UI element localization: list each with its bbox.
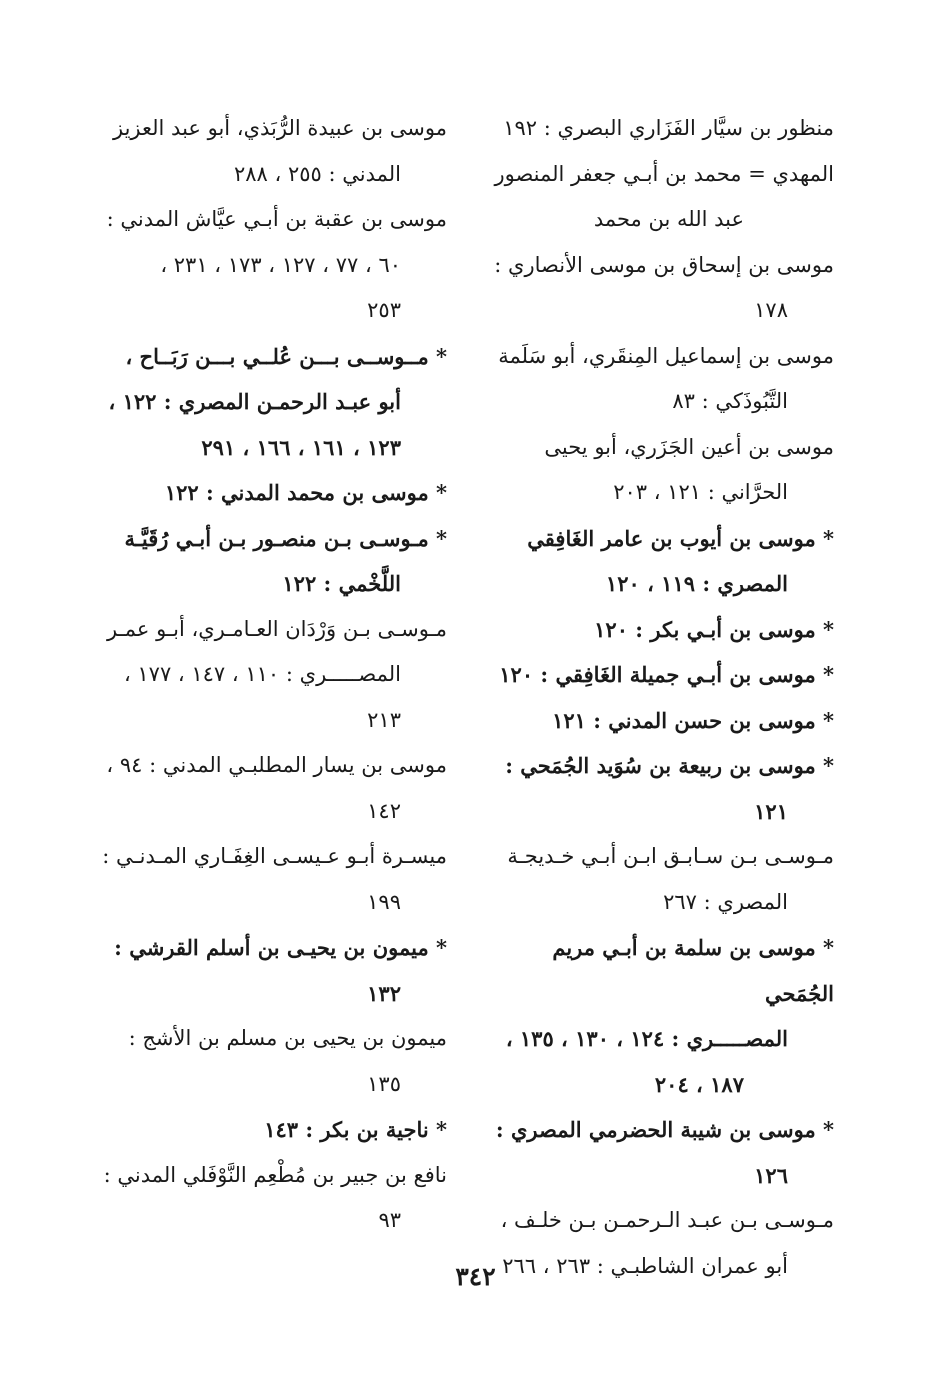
entry-continuation-2: ٢١٣	[367, 707, 401, 732]
entry-line: منظور بن سيَّار الفَزَاري البصري : ١٩٢	[503, 116, 834, 140]
entry-line: * موسى بن سلمة بن أبـي مريم الجُمَحي	[552, 935, 834, 1006]
index-entry	[489, 698, 834, 744]
entry-line: موسى بن عقبة بن أبـي عيَّاش المدني :	[106, 207, 447, 231]
index-entry	[489, 743, 834, 834]
index-entry	[489, 607, 834, 653]
entry-continuation-2: ١٢٣ ، ١٦١ ، ١٦٦ ، ٢٩١	[201, 434, 401, 460]
entry-line: * ناجية بن بكر : ١٤٣	[264, 1117, 447, 1142]
entry-continuation: المصري : ٢٦٧	[663, 889, 788, 914]
entry-continuation-2: ١٨٧ ، ٢٠٤	[654, 1071, 744, 1097]
entry-line: * موسى بن حسن المدني : ١٢١	[552, 707, 834, 733]
index-entry	[489, 334, 834, 425]
entry-continuation: المدني : ٢٥٥ ، ٢٨٨	[234, 161, 401, 186]
entry-continuation-2: ٢٥٣	[367, 298, 401, 322]
entry-line: * مـوسـى بـن منصـور بـن أبـي رُقَيَّـة	[124, 525, 447, 551]
page-number: ٣٤٢	[455, 1262, 496, 1291]
entry-continuation: اللَّخْمي : ١٢٢	[282, 571, 401, 596]
entry-continuation: ١٣٢	[367, 980, 401, 1006]
entry-line: ميسـرة أبـو عـيسـى الغِفَـاري المـدنـي :	[102, 844, 447, 868]
entry-line: * موسى بن شيبة الحضرمي المصري :	[495, 1117, 834, 1142]
index-entry	[102, 1153, 447, 1244]
entry-line: موسى بن إسماعيل المِنقَري، أبو سَلَمة	[498, 343, 834, 368]
entry-line: * مــوســى بـــن عُلــي بـــن رَبَــاح ،	[125, 343, 447, 369]
entry-continuation: التَّبُوذَكي : ٨٣	[672, 389, 788, 413]
entry-continuation: ١٢٦	[754, 1162, 788, 1188]
index-entry	[489, 425, 834, 516]
right-column	[489, 106, 834, 1289]
entry-continuation: ١٧٨	[754, 298, 788, 322]
index-entry	[102, 743, 447, 834]
entry-continuation: المصـــــري : ١١٠ ، ١٤٧ ، ١٧٧ ،	[123, 662, 401, 686]
entry-line: * ميمون بن يحيـى بن أسلم القرشي :	[114, 935, 447, 960]
entry-line: مـوسـى بـن عبـد الـرحمـن بـن خلـف ،	[500, 1208, 834, 1232]
index-entry	[102, 334, 447, 471]
entry-continuation: الحرَّاني : ١٢١ ، ٢٠٣	[613, 480, 788, 504]
entry-line: موسى بن يسار المطلبـي المدني : ٩٤ ،	[106, 753, 447, 777]
entry-line: موسى بن أعين الجَزَري، أبو يحيى	[544, 434, 834, 459]
entry-line: * موسى بن أيوب بن عامر الغَافِقي	[527, 525, 834, 551]
entry-line: ميمون بن يحيى بن مسلم بن الأشج :	[128, 1026, 447, 1050]
entry-line: * موسى بن أبـي بكر : ١٢٠	[594, 616, 834, 642]
entry-continuation: ٩٣	[378, 1208, 401, 1232]
index-entry	[489, 925, 834, 1107]
index-entry	[102, 516, 447, 607]
index-entry	[102, 106, 447, 197]
index-entry	[489, 106, 834, 152]
entry-line: * موسى بن ربيعة بن سُوَيد الجُمَحي :	[505, 753, 834, 778]
index-entry	[489, 243, 834, 334]
entry-continuation: ١٤٢	[367, 798, 401, 823]
entry-continuation: ٦٠ ، ٧٧ ، ١٢٧ ، ١٧٣ ، ٢٣١ ،	[160, 252, 401, 277]
index-entry	[489, 516, 834, 607]
left-column	[102, 106, 447, 1244]
index-entry	[102, 607, 447, 744]
entry-line: المهدي = محمد بن أبـي جعفر المنصور	[494, 161, 834, 186]
entry-continuation: أبو عبـد الرحمـن المصري : ١٢٢ ،	[108, 389, 401, 414]
entry-line: * موسى بن محمد المدني : ١٢٢	[164, 480, 447, 505]
index-entry	[102, 470, 447, 516]
entry-continuation: ١٩٩	[367, 889, 401, 914]
index-entry	[489, 152, 834, 243]
entry-line: مـوسـى بـن سـابـق ابـن أبـي خـديجـة	[507, 844, 834, 868]
entry-line: * موسى بن أبـي جميلة الغَافِقي : ١٢٠	[499, 662, 834, 687]
index-entry	[102, 834, 447, 925]
entry-line: موسى بن عبيدة الرُّبَذي، أبو عبد العزيز	[112, 116, 447, 140]
entry-continuation: عبد الله بن محمد	[593, 207, 744, 231]
entry-line: نافع بن جبير بن مُطْعِم النَّوْفَلي المدني :	[103, 1162, 447, 1187]
entry-line: موسى بن إسحاق بن موسى الأنصاري :	[494, 252, 834, 277]
index-entry	[489, 834, 834, 925]
index-entry	[102, 197, 447, 334]
entry-line: مـوسـى بـن وَرْدَان العـامـري، أبـو عمـر	[107, 616, 447, 641]
entry-continuation: المصري : ١١٩ ، ١٢٠	[605, 571, 788, 596]
entry-continuation: ١٢١	[754, 798, 788, 824]
index-entry	[489, 652, 834, 698]
index-entry	[102, 1107, 447, 1153]
entry-continuation: ١٣٥	[367, 1071, 401, 1096]
index-entry	[489, 1107, 834, 1198]
index-entry	[102, 1016, 447, 1107]
index-entry	[102, 925, 447, 1016]
entry-continuation: المصـــــري : ١٢٤ ، ١٣٠ ، ١٣٥ ،	[505, 1026, 788, 1051]
entry-continuation: أبو عمران الشاطبـي : ٢٦٣ ، ٢٦٦	[502, 1253, 788, 1278]
